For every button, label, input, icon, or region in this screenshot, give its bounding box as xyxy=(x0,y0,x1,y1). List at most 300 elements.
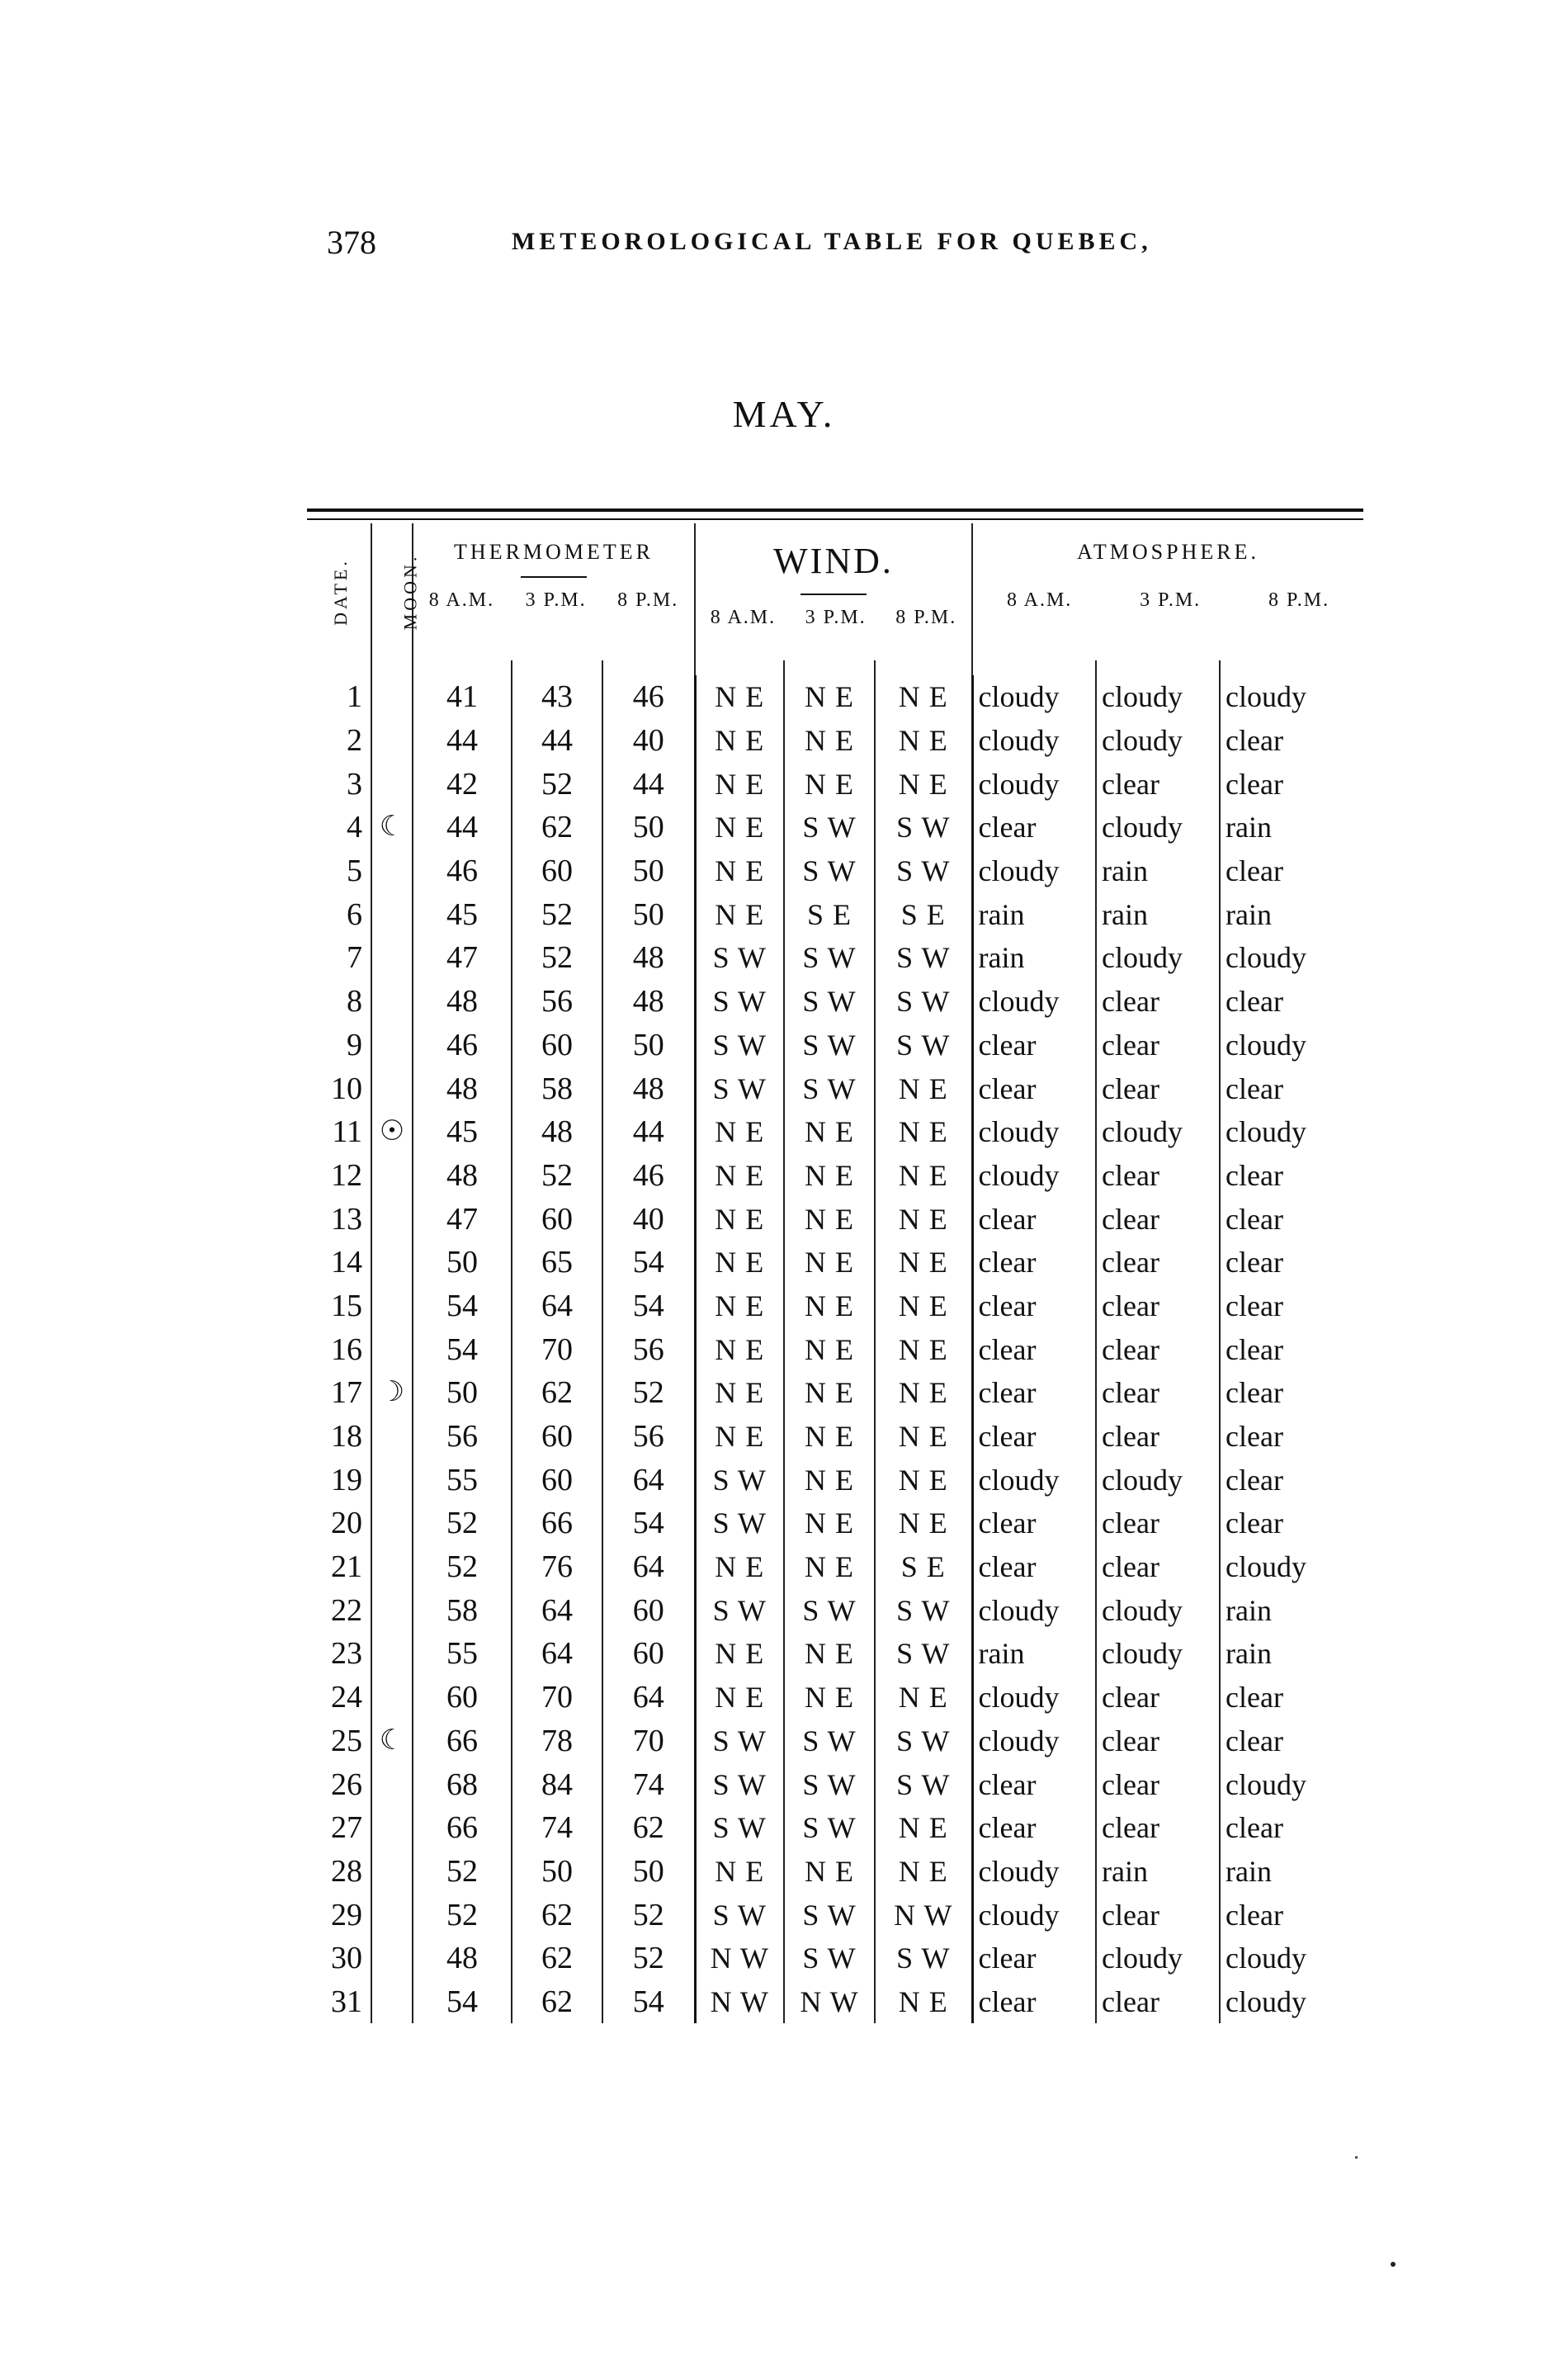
thermo-sub-8pm: 8 P.M. xyxy=(617,589,679,611)
wind-8pm-cell: S W xyxy=(875,1588,972,1632)
temp-8pm-cell: 50 xyxy=(602,806,695,849)
temp-8am-cell: 48 xyxy=(413,1937,512,1980)
temp-3pm-cell: 62 xyxy=(512,806,602,849)
wind-8pm-cell: N E xyxy=(875,719,972,763)
temp-3pm-cell: 43 xyxy=(512,675,602,719)
atmosphere-8am-cell: rain xyxy=(972,892,1096,936)
date-cell: 26 xyxy=(331,1767,362,1802)
table-row xyxy=(307,1415,1363,1459)
atmosphere-8am-cell: rain xyxy=(972,936,1096,980)
temp-8am-cell: 45 xyxy=(413,892,512,936)
temp-3pm-cell: 60 xyxy=(512,1458,602,1502)
table-row xyxy=(307,1806,1363,1850)
temp-8pm-cell: 46 xyxy=(602,675,695,719)
wind-3pm-cell: N E xyxy=(784,1154,875,1198)
wind-8pm-cell: N E xyxy=(875,1327,972,1371)
date-cell: 5 xyxy=(347,854,362,889)
date-cell: 13 xyxy=(331,1201,362,1237)
atmosphere-8pm-cell: clear xyxy=(1220,1284,1363,1328)
temp-3pm-cell: 66 xyxy=(512,1502,602,1545)
temp-8am-cell: 56 xyxy=(413,1415,512,1459)
moon-cell: ☾ xyxy=(371,1719,413,1763)
atmosphere-8pm-cell: clear xyxy=(1220,719,1363,763)
temp-8pm-cell: 70 xyxy=(602,1719,695,1763)
wind-8pm-cell: N E xyxy=(875,1197,972,1241)
table-row xyxy=(307,1676,1363,1719)
atmosphere-8pm-cell: rain xyxy=(1220,892,1363,936)
wind-3pm-cell: N E xyxy=(784,762,875,806)
wind-8am-cell: N W xyxy=(695,1937,784,1980)
wind-3pm-cell: N E xyxy=(784,1241,875,1284)
atmosphere-8am-cell: cloudy xyxy=(972,980,1096,1024)
atmosphere-8pm-cell: clear xyxy=(1220,1327,1363,1371)
temp-3pm-cell: 44 xyxy=(512,719,602,763)
wind-8am-cell: N E xyxy=(695,1154,784,1198)
wind-8pm-cell: S W xyxy=(875,1937,972,1980)
atmosphere-header xyxy=(972,523,1363,660)
moon-cell xyxy=(371,1545,413,1589)
wind-8pm-cell: N E xyxy=(875,675,972,719)
temp-8am-cell: 50 xyxy=(413,1241,512,1284)
date-cell: 31 xyxy=(331,1984,362,2019)
table-row xyxy=(307,1197,1363,1241)
wind-8pm-cell: S W xyxy=(875,806,972,849)
wind-8am-cell: S W xyxy=(695,1893,784,1937)
atmosphere-3pm-cell: rain xyxy=(1096,892,1220,936)
date-cell: 16 xyxy=(331,1331,362,1367)
atmosphere-3pm-cell: clear xyxy=(1096,1545,1220,1589)
atmosphere-title: ATMOSPHERE. xyxy=(1077,540,1259,564)
temp-8pm-cell: 64 xyxy=(602,1458,695,1502)
temp-8am-cell: 52 xyxy=(413,1850,512,1894)
moon-cell xyxy=(371,1588,413,1632)
date-cell: 21 xyxy=(331,1549,362,1585)
table-row xyxy=(307,1545,1363,1589)
atmosphere-3pm-cell: cloudy xyxy=(1096,675,1220,719)
atmosphere-8am-cell: cloudy xyxy=(972,1893,1096,1937)
date-header: DATE. xyxy=(329,558,351,626)
table-row xyxy=(307,1284,1363,1328)
wind-8pm-cell: N E xyxy=(875,1806,972,1850)
wind-8pm-cell: N E xyxy=(875,1502,972,1545)
atmosphere-3pm-cell: clear xyxy=(1096,1762,1220,1806)
atmosphere-8pm-cell: clear xyxy=(1220,1154,1363,1198)
atmosphere-8pm-cell: clear xyxy=(1220,1067,1363,1110)
wind-3pm-cell: N E xyxy=(784,1545,875,1589)
temp-3pm-cell: 60 xyxy=(512,849,602,893)
wind-8am-cell: N E xyxy=(695,1676,784,1719)
atmosphere-3pm-cell: clear xyxy=(1096,1197,1220,1241)
date-cell: 30 xyxy=(331,1941,362,1976)
atmosphere-3pm-cell: cloudy xyxy=(1096,719,1220,763)
wind-8pm-cell: S W xyxy=(875,849,972,893)
wind-3pm-cell: N E xyxy=(784,1632,875,1676)
moon-cell xyxy=(371,1676,413,1719)
moon-header: MOON. xyxy=(371,523,413,660)
thermo-sub-8am: 8 A.M. xyxy=(428,589,495,611)
temp-8am-cell: 48 xyxy=(413,980,512,1024)
atmosphere-8am-cell: clear xyxy=(972,1241,1096,1284)
temp-3pm-cell: 70 xyxy=(512,1676,602,1719)
wind-3pm-cell: N E xyxy=(784,1415,875,1459)
moon-cell xyxy=(371,1241,413,1284)
temp-3pm-cell: 76 xyxy=(512,1545,602,1589)
moon-cell xyxy=(371,1502,413,1545)
atmosphere-8pm-cell: clear xyxy=(1220,1676,1363,1719)
wind-8pm-cell: N W xyxy=(875,1893,972,1937)
temp-8pm-cell: 60 xyxy=(602,1632,695,1676)
wind-8am-cell: N E xyxy=(695,719,784,763)
wind-8pm-cell: N E xyxy=(875,1676,972,1719)
wind-3pm-cell: N W xyxy=(784,1980,875,2024)
wind-3pm-cell: S W xyxy=(784,980,875,1024)
wind-8am-cell: S W xyxy=(695,980,784,1024)
wind-8am-cell: S W xyxy=(695,1024,784,1067)
atmosphere-3pm-cell: clear xyxy=(1096,1067,1220,1110)
moon-cell xyxy=(371,1197,413,1241)
temp-3pm-cell: 56 xyxy=(512,980,602,1024)
temp-8pm-cell: 46 xyxy=(602,1154,695,1198)
wind-8am-cell: S W xyxy=(695,1806,784,1850)
wind-8am-cell: N E xyxy=(695,1850,784,1894)
atmosphere-8am-cell: cloudy xyxy=(972,762,1096,806)
temp-3pm-cell: 65 xyxy=(512,1241,602,1284)
moon-cell xyxy=(371,892,413,936)
atmosphere-8pm-cell: clear xyxy=(1220,1197,1363,1241)
temp-8pm-cell: 50 xyxy=(602,849,695,893)
date-cell: 29 xyxy=(331,1897,362,1932)
atmosphere-8am-cell: clear xyxy=(972,1762,1096,1806)
wind-3pm-cell: N E xyxy=(784,719,875,763)
atmosphere-3pm-cell: clear xyxy=(1096,1371,1220,1415)
wind-3pm-cell: S E xyxy=(784,892,875,936)
date-cell: 14 xyxy=(331,1245,362,1280)
temp-8pm-cell: 74 xyxy=(602,1762,695,1806)
temp-8am-cell: 48 xyxy=(413,1154,512,1198)
temp-8pm-cell: 44 xyxy=(602,762,695,806)
temp-8pm-cell: 40 xyxy=(602,719,695,763)
atmosphere-8am-cell: cloudy xyxy=(972,1110,1096,1154)
temp-8am-cell: 54 xyxy=(413,1284,512,1328)
table-row xyxy=(307,1893,1363,1937)
spacer-row xyxy=(307,660,1363,675)
atmosphere-8am-cell: cloudy xyxy=(972,719,1096,763)
temp-8am-cell: 47 xyxy=(413,936,512,980)
wind-8pm-cell: S W xyxy=(875,936,972,980)
wind-8pm-cell: S W xyxy=(875,1632,972,1676)
atmosphere-3pm-cell: clear xyxy=(1096,1980,1220,2024)
atm-sub-8am: 8 A.M. xyxy=(1006,589,1073,611)
wind-3pm-cell: N E xyxy=(784,1371,875,1415)
wind-3pm-cell: S W xyxy=(784,849,875,893)
atmosphere-3pm-cell: cloudy xyxy=(1096,1632,1220,1676)
wind-8pm-cell: S E xyxy=(875,1545,972,1589)
atmosphere-3pm-cell: clear xyxy=(1096,1024,1220,1067)
wind-8am-cell: N E xyxy=(695,806,784,849)
atmosphere-8pm-cell: clear xyxy=(1220,1719,1363,1763)
wind-sub-3pm: 3 P.M. xyxy=(805,607,867,628)
temp-3pm-cell: 64 xyxy=(512,1588,602,1632)
atmosphere-8pm-cell: clear xyxy=(1220,1371,1363,1415)
wind-3pm-cell: N E xyxy=(784,1850,875,1894)
table-row xyxy=(307,719,1363,763)
page-number: 378 xyxy=(327,224,376,261)
atmosphere-3pm-cell: cloudy xyxy=(1096,936,1220,980)
wind-3pm-cell: S W xyxy=(784,1893,875,1937)
wind-8pm-cell: N E xyxy=(875,1110,972,1154)
table-row xyxy=(307,849,1363,893)
wind-3pm-cell: S W xyxy=(784,806,875,849)
moon-cell: ☾ xyxy=(371,806,413,849)
date-cell: 28 xyxy=(331,1853,362,1889)
atmosphere-8pm-cell: cloudy xyxy=(1220,936,1363,980)
atmosphere-8am-cell: clear xyxy=(972,1024,1096,1067)
wind-8pm-cell: N E xyxy=(875,1980,972,2024)
date-cell: 20 xyxy=(331,1506,362,1541)
wind-3pm-cell: S W xyxy=(784,936,875,980)
table-row xyxy=(307,1937,1363,1980)
moon-cell xyxy=(371,719,413,763)
moon-cell xyxy=(371,1893,413,1937)
wind-3pm-cell: S W xyxy=(784,1588,875,1632)
temp-3pm-cell: 64 xyxy=(512,1632,602,1676)
atmosphere-8am-cell: clear xyxy=(972,1937,1096,1980)
atmosphere-8am-cell: clear xyxy=(972,1980,1096,2024)
atmosphere-8pm-cell: clear xyxy=(1220,1806,1363,1850)
temp-8am-cell: 46 xyxy=(413,849,512,893)
temp-8pm-cell: 48 xyxy=(602,980,695,1024)
wind-3pm-cell: S W xyxy=(784,1806,875,1850)
atmosphere-subheaders xyxy=(973,589,1363,612)
atmosphere-8am-cell: cloudy xyxy=(972,1719,1096,1763)
temp-8am-cell: 52 xyxy=(413,1545,512,1589)
temp-8pm-cell: 44 xyxy=(602,1110,695,1154)
temp-8am-cell: 44 xyxy=(413,806,512,849)
atmosphere-8pm-cell: clear xyxy=(1220,1241,1363,1284)
temp-3pm-cell: 60 xyxy=(512,1415,602,1459)
temp-8pm-cell: 64 xyxy=(602,1545,695,1589)
header-row xyxy=(307,523,1363,660)
table-row xyxy=(307,1588,1363,1632)
table-row xyxy=(307,1632,1363,1676)
atmosphere-3pm-cell: cloudy xyxy=(1096,1588,1220,1632)
wind-3pm-cell: S W xyxy=(784,1937,875,1980)
wind-3pm-cell: N E xyxy=(784,1502,875,1545)
wind-8pm-cell: S W xyxy=(875,980,972,1024)
atmosphere-8am-cell: cloudy xyxy=(972,1458,1096,1502)
thermometer-header xyxy=(413,523,695,660)
temp-3pm-cell: 62 xyxy=(512,1937,602,1980)
temp-8pm-cell: 54 xyxy=(602,1284,695,1328)
atmosphere-8pm-cell: rain xyxy=(1220,1850,1363,1894)
temp-8pm-cell: 50 xyxy=(602,1850,695,1894)
wind-8pm-cell: S E xyxy=(875,892,972,936)
table-row xyxy=(307,1371,1363,1415)
temp-8am-cell: 68 xyxy=(413,1762,512,1806)
date-cell: 8 xyxy=(347,984,362,1019)
temp-8am-cell: 48 xyxy=(413,1067,512,1110)
atmosphere-8am-cell: cloudy xyxy=(972,675,1096,719)
atmosphere-8am-cell: cloudy xyxy=(972,1588,1096,1632)
table-row xyxy=(307,806,1363,849)
wind-3pm-cell: N E xyxy=(784,1284,875,1328)
date-cell: 24 xyxy=(331,1680,362,1715)
wind-8am-cell: S W xyxy=(695,1719,784,1763)
wind-8pm-cell: N E xyxy=(875,1371,972,1415)
atmosphere-8pm-cell: clear xyxy=(1220,762,1363,806)
temp-3pm-cell: 52 xyxy=(512,762,602,806)
atmosphere-8pm-cell: cloudy xyxy=(1220,1762,1363,1806)
atmosphere-8am-cell: clear xyxy=(972,1067,1096,1110)
atmosphere-8pm-cell: clear xyxy=(1220,1458,1363,1502)
temp-8am-cell: 52 xyxy=(413,1502,512,1545)
temp-8pm-cell: 48 xyxy=(602,936,695,980)
temp-8pm-cell: 50 xyxy=(602,892,695,936)
moon-cell xyxy=(371,675,413,719)
temp-8am-cell: 44 xyxy=(413,719,512,763)
table-row xyxy=(307,1154,1363,1198)
temp-8pm-cell: 54 xyxy=(602,1502,695,1545)
temp-8pm-cell: 56 xyxy=(602,1327,695,1371)
wind-8pm-cell: N E xyxy=(875,1458,972,1502)
wind-8am-cell: N E xyxy=(695,1241,784,1284)
moon-cell xyxy=(371,1327,413,1371)
wind-8pm-cell: N E xyxy=(875,1284,972,1328)
table-row xyxy=(307,675,1363,719)
table-row xyxy=(307,1762,1363,1806)
atmosphere-3pm-cell: cloudy xyxy=(1096,1937,1220,1980)
atmosphere-3pm-cell: rain xyxy=(1096,1850,1220,1894)
table-row xyxy=(307,936,1363,980)
meteorological-table xyxy=(307,523,1363,2023)
table-row xyxy=(307,1719,1363,1763)
atmosphere-3pm-cell: clear xyxy=(1096,1415,1220,1459)
wind-8am-cell: S W xyxy=(695,1588,784,1632)
atmosphere-8am-cell: clear xyxy=(972,1806,1096,1850)
table-row xyxy=(307,1110,1363,1154)
wind-8pm-cell: N E xyxy=(875,1415,972,1459)
moon-cell xyxy=(371,980,413,1024)
temp-3pm-cell: 64 xyxy=(512,1284,602,1328)
wind-8am-cell: N E xyxy=(695,1371,784,1415)
atmosphere-8pm-cell: rain xyxy=(1220,1588,1363,1632)
date-cell: 6 xyxy=(347,896,362,932)
temp-8am-cell: 55 xyxy=(413,1458,512,1502)
wind-3pm-cell: N E xyxy=(784,1327,875,1371)
atmosphere-8pm-cell: clear xyxy=(1220,849,1363,893)
date-cell: 27 xyxy=(331,1810,362,1846)
wind-8am-cell: N E xyxy=(695,1110,784,1154)
wind-8am-cell: S W xyxy=(695,1502,784,1545)
atmosphere-8pm-cell: cloudy xyxy=(1220,1937,1363,1980)
temp-8pm-cell: 56 xyxy=(602,1415,695,1459)
wind-3pm-cell: N E xyxy=(784,1676,875,1719)
atmosphere-8pm-cell: cloudy xyxy=(1220,1980,1363,2024)
date-cell: 22 xyxy=(331,1592,362,1628)
table-row xyxy=(307,1980,1363,2024)
atmosphere-3pm-cell: clear xyxy=(1096,1241,1220,1284)
date-cell: 1 xyxy=(347,679,362,715)
atmosphere-8pm-cell: rain xyxy=(1220,1632,1363,1676)
atmosphere-8pm-cell: clear xyxy=(1220,980,1363,1024)
thermometer-subheaders xyxy=(413,589,694,612)
wind-8am-cell: N E xyxy=(695,1545,784,1589)
atmosphere-spacer xyxy=(1136,576,1202,578)
atm-sub-3pm: 3 P.M. xyxy=(1140,589,1202,611)
temp-8pm-cell: 64 xyxy=(602,1676,695,1719)
temp-3pm-cell: 62 xyxy=(512,1893,602,1937)
top-rule xyxy=(307,508,1363,512)
date-cell: 12 xyxy=(331,1157,362,1193)
atmosphere-3pm-cell: clear xyxy=(1096,1502,1220,1545)
atmosphere-3pm-cell: clear xyxy=(1096,1327,1220,1371)
atmosphere-8am-cell: clear xyxy=(972,1284,1096,1328)
atmosphere-3pm-cell: cloudy xyxy=(1096,806,1220,849)
wind-8am-cell: N E xyxy=(695,892,784,936)
atmosphere-3pm-cell: clear xyxy=(1096,1806,1220,1850)
wind-3pm-cell: N E xyxy=(784,1197,875,1241)
wind-8pm-cell: N E xyxy=(875,762,972,806)
temp-8pm-cell: 60 xyxy=(602,1588,695,1632)
temp-3pm-cell: 62 xyxy=(512,1980,602,2024)
atmosphere-8pm-cell: rain xyxy=(1220,806,1363,849)
temp-3pm-cell: 78 xyxy=(512,1719,602,1763)
atmosphere-8am-cell: cloudy xyxy=(972,1676,1096,1719)
atmosphere-3pm-cell: clear xyxy=(1096,980,1220,1024)
temp-3pm-cell: 74 xyxy=(512,1806,602,1850)
atmosphere-3pm-cell: cloudy xyxy=(1096,1110,1220,1154)
atmosphere-3pm-cell: cloudy xyxy=(1096,1458,1220,1502)
date-cell: 15 xyxy=(331,1288,362,1323)
print-speck xyxy=(1355,2156,1358,2159)
temp-8am-cell: 52 xyxy=(413,1893,512,1937)
wind-8am-cell: N E xyxy=(695,762,784,806)
moon-cell xyxy=(371,936,413,980)
table-row xyxy=(307,1067,1363,1110)
atmosphere-8am-cell: cloudy xyxy=(972,1154,1096,1198)
wind-3pm-cell: S W xyxy=(784,1067,875,1110)
temp-8pm-cell: 52 xyxy=(602,1371,695,1415)
atmosphere-8am-cell: clear xyxy=(972,1371,1096,1415)
atmosphere-8am-cell: clear xyxy=(972,1545,1096,1589)
date-cell: 17 xyxy=(331,1375,362,1411)
temp-3pm-cell: 60 xyxy=(512,1024,602,1067)
wind-8am-cell: S W xyxy=(695,1067,784,1110)
atmosphere-8am-cell: clear xyxy=(972,1415,1096,1459)
wind-title: WIND. xyxy=(773,541,894,581)
atmosphere-8am-cell: clear xyxy=(972,1502,1096,1545)
thermometer-title: THERMOMETER xyxy=(454,540,654,564)
wind-8pm-cell: S W xyxy=(875,1762,972,1806)
wind-3pm-cell: N E xyxy=(784,1458,875,1502)
wind-3pm-cell: S W xyxy=(784,1024,875,1067)
atmosphere-8pm-cell: clear xyxy=(1220,1502,1363,1545)
running-title: METEOROLOGICAL TABLE FOR QUEBEC, xyxy=(512,228,1152,255)
date-cell: 10 xyxy=(331,1071,362,1106)
atmosphere-3pm-cell: clear xyxy=(1096,762,1220,806)
atmosphere-8am-cell: cloudy xyxy=(972,849,1096,893)
atmosphere-8pm-cell: cloudy xyxy=(1220,1024,1363,1067)
temp-8pm-cell: 54 xyxy=(602,1241,695,1284)
temp-8pm-cell: 54 xyxy=(602,1980,695,2024)
wind-8am-cell: N E xyxy=(695,675,784,719)
atmosphere-3pm-cell: clear xyxy=(1096,1719,1220,1763)
wind-8am-cell: S W xyxy=(695,1762,784,1806)
table-row xyxy=(307,980,1363,1024)
moon-cell xyxy=(371,1850,413,1894)
wind-dash xyxy=(801,594,867,595)
temp-3pm-cell: 50 xyxy=(512,1850,602,1894)
